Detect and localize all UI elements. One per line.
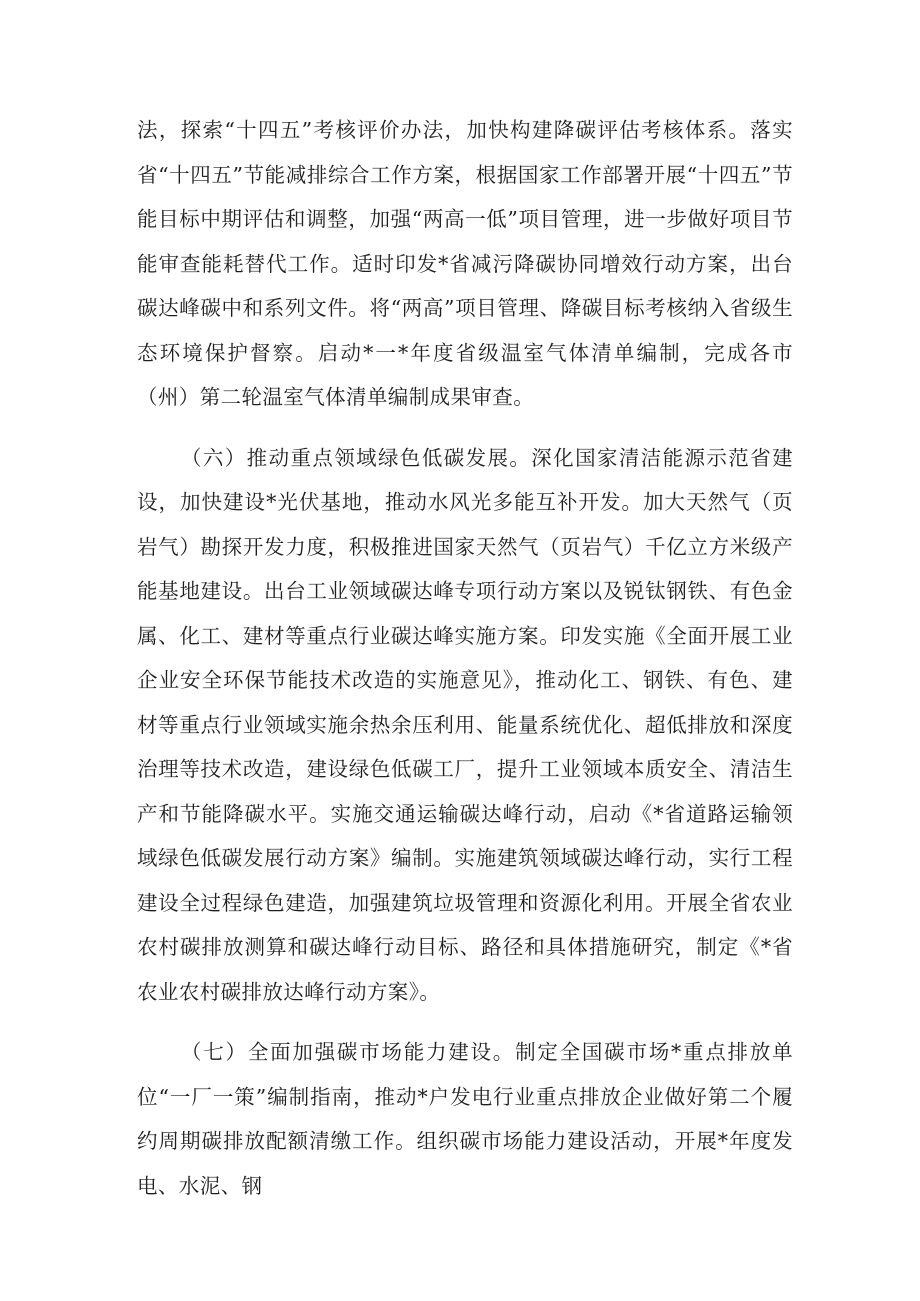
document-body [137,108,793,1208]
paragraph-3-section-seven: （七）全面加强碳市场能力建设。制定全国碳市场*重点排放单位“一厂一策”编制指南，推动*户发电行业重点排放企业做好第二个履约周期碳排放配额清缴工作。组织碳市场能力建设活动，开展*年度发电、水泥、钢 [137,1040,793,1198]
paragraph-1: 法，探索“十四五”考核评价办法，加快构建降碳评估考核体系。落实省“十四五”节能减排综合工作方案，根据国家工作部署开展“十四五”节能目标中期评估和调整，加强“两高一低”项目管理，进一步做好项目节能审查能耗替代工作。适时印发*省减污降碳协同增效行动方案，出台碳达峰碳中和系列文件。将“两高”项目管理、降碳目标考核纳入省级生态环境保护督察。启动*一*年度省级温室气体清单编制，完成各市（州）第二轮温室气体清单编制成果审查。 [137,118,793,409]
paragraph-2-section-six: （六）推动重点领域绿色低碳发展。深化国家清洁能源示范省建设，加快建设*光伏基地，推动水风光多能互补开发。加大天然气（页岩气）勘探开发力度，积极推进国家天然气（页岩气）千亿立方米级产能基地建设。出台工业领域碳达峰专项行动方案以及锐钛钢铁、有色金属、化工、建材等重点行业碳达峰实施方案。印发实施《全面开展工业企业安全环保节能技术改造的实施意见》，推动化工、钢铁、有色、建材等重点行业领域实施余热余压利用、能量系统优化、超低排放和深度治理等技术改造，建设绿色低碳工厂，提升工业领域本质安全、清洁生产和节能降碳水平。实施交通运输碳达峰行动，启动《*省道路运输领域绿色低碳发展行动方案》编制。实施建筑领域碳达峰行动，实行工程建设全过程绿色建造，加强建筑垃圾管理和资源化利用。开展全省农业农村碳排放测算和碳达峰行动目标、路径和具体措施研究，制定《*省农业农村碳排放达峰行动方案》。 [137,445,793,1004]
